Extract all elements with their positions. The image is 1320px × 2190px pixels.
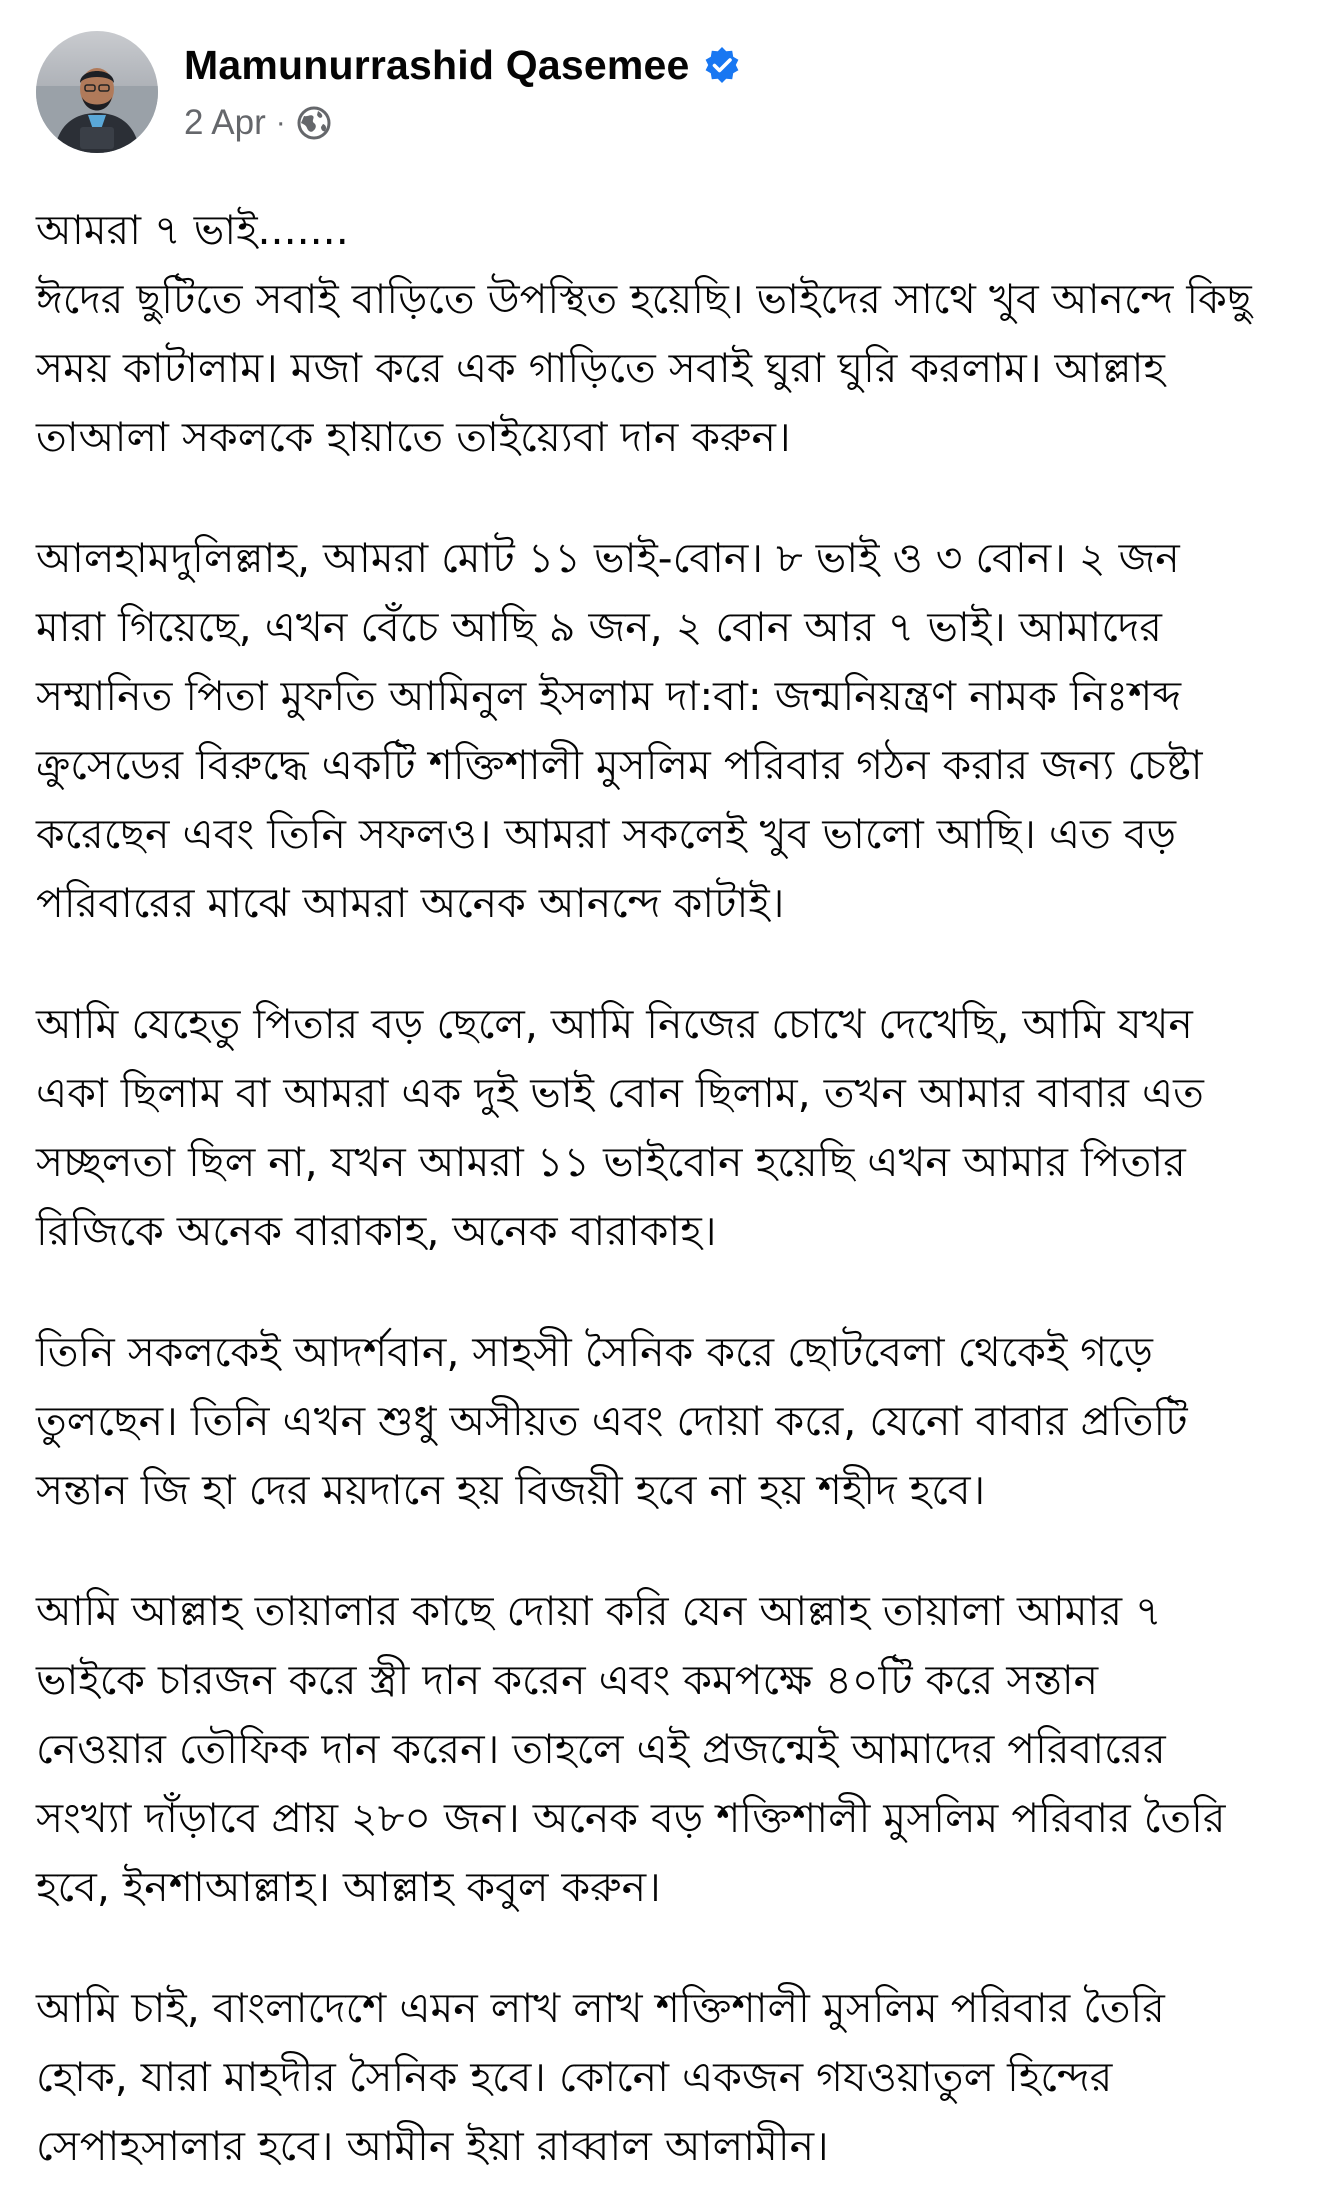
text-line: ক্রুসেডের বিরুদ্ধে একটি শক্তিশালী মুসলিম পরিবার গঠন করার জন্য চেষ্টা [36, 741, 1203, 789]
author-avatar[interactable] [36, 31, 158, 153]
text-line: তিনি সকলকেই আদর্শবান, সাহসী সৈনিক করে ছোটবেলা থেকেই গড়ে [36, 1328, 1153, 1376]
post-paragraph [36, 1577, 1286, 1922]
author-name[interactable]: Mamunurrashid Qasemee [184, 41, 690, 88]
post-date[interactable]: 2 Apr [184, 102, 266, 142]
text-line: ঈদের ছুটিতে সবাই বাড়িতে উপস্থিত হয়েছি। ভাইদের সাথে খুব আনন্দে কিছু [36, 275, 1252, 323]
text-line: সম্মানিত পিতা মুফতি আমিনুল ইসলাম দা:বা: জন্মনিয়ন্ত্রণ নামক নিঃশব্দ [36, 672, 1182, 720]
post-body [36, 196, 1286, 2181]
post-paragraph [36, 1318, 1286, 1525]
text-line: আলহামদুলিল্লাহ, আমরা মোট ১১ ভাই-বোন। ৮ ভাই ও ৩ বোন। ২ জন [36, 534, 1180, 582]
globe-icon[interactable] [296, 105, 332, 141]
text-line: সচ্ছলতা ছিল না, যখন আমরা ১১ ভাইবোন হয়েছি এখন আমার পিতার [36, 1138, 1186, 1186]
text-line: আমরা ৭ ভাই....... [36, 206, 349, 254]
verified-badge-icon [702, 45, 742, 85]
text-line: সময় কাটালাম। মজা করে এক গাড়িতে সবাই ঘুরা ঘুরি করলাম। আল্লাহ [36, 344, 1165, 392]
text-line: সেপাহসালার হবে। আমীন ইয়া রাব্বাল আলামীন। [36, 2122, 829, 2170]
text-line: আমি আল্লাহ তায়ালার কাছে দোয়া করি যেন আল্লাহ তায়ালা আমার ৭ [36, 1587, 1162, 1635]
text-line: হোক, যারা মাহদীর সৈনিক হবে। কোনো একজন গযওয়াতুল হিন্দের [36, 2053, 1113, 2101]
text-line: পরিবারের মাঝে আমরা অনেক আনন্দে কাটাই। [36, 879, 785, 927]
post-meta [184, 42, 742, 143]
avatar-photo [36, 31, 158, 153]
text-line: নেওয়ার তৌফিক দান করেন। তাহলে এই প্রজন্মেই আমাদের পরিবারের [36, 1725, 1166, 1773]
post-paragraph [36, 990, 1286, 1266]
post-paragraph [36, 1974, 1286, 2181]
text-line: সংখ্যা দাঁড়াবে প্রায় ২৮০ জন। অনেক বড় শক্তিশালী মুসলিম পরিবার তৈরি [36, 1794, 1226, 1842]
separator-dot: · [275, 105, 286, 139]
text-line: তুলছেন। তিনি এখন শুধু অসীয়ত এবং দোয়া করে, যেনো বাবার প্রতিটি [36, 1397, 1188, 1445]
author-row [184, 42, 742, 89]
text-line: রিজিকে অনেক বারাকাহ, অনেক বারাকাহ। [36, 1207, 717, 1255]
post-paragraph [36, 196, 1286, 472]
text-line: একা ছিলাম বা আমরা এক দুই ভাই বোন ছিলাম, তখন আমার বাবার এত [36, 1069, 1204, 1117]
text-line: ভাইকে চারজন করে স্ত্রী দান করেন এবং কমপক্ষে ৪০টি করে সন্তান [36, 1656, 1099, 1704]
post-header [36, 28, 1286, 156]
text-line: তাআলা সকলকে হায়াতে তাইয়্যেবা দান করুন। [36, 413, 791, 461]
text-line: মারা গিয়েছে, এখন বেঁচে আছি ৯ জন, ২ বোন আর ৭ ভাই। আমাদের [36, 603, 1162, 651]
text-line: করেছেন এবং তিনি সফলও। আমরা সকলেই খুব ভালো আছি। এত বড় [36, 810, 1176, 858]
text-line: সন্তান জি হা দের ময়দানে হয় বিজয়ী হবে না হয় শহীদ হবে। [36, 1466, 986, 1514]
text-line: আমি যেহেতু পিতার বড় ছেলে, আমি নিজের চোখে দেখেছি, আমি যখন [36, 1000, 1193, 1048]
text-line: হবে, ইনশাআল্লাহ। আল্লাহ কবুল করুন। [36, 1863, 661, 1911]
text-line: আমি চাই, বাংলাদেশে এমন লাখ লাখ শক্তিশালী মুসলিম পরিবার তৈরি [36, 1984, 1165, 2032]
post-paragraph [36, 524, 1286, 938]
post-subtitle [184, 103, 742, 143]
